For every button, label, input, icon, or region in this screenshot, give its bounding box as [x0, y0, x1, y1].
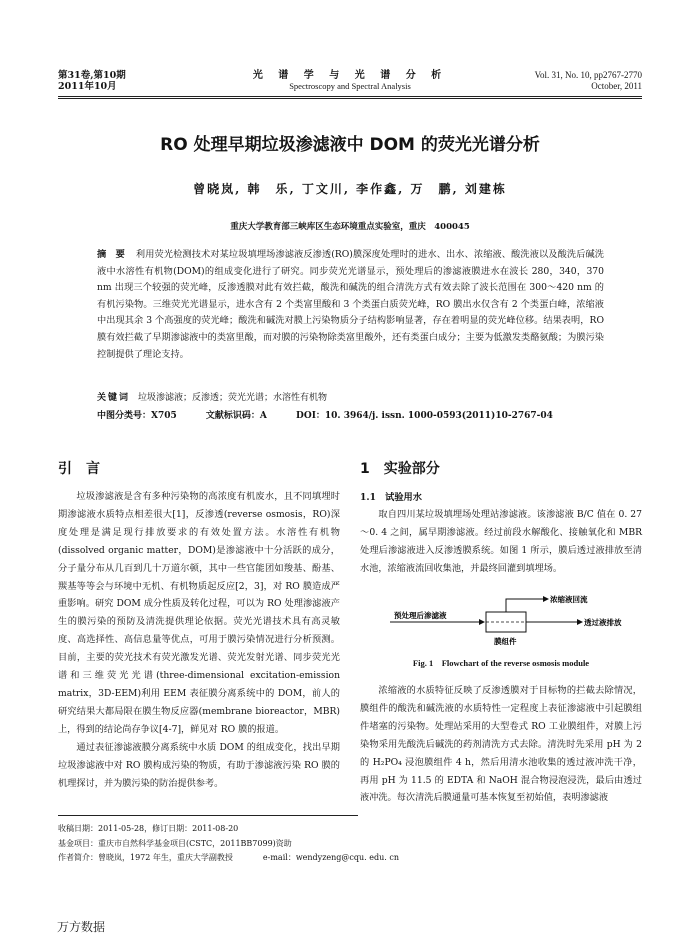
- doi: DOI：10. 3964/j. issn. 1000-0593(2011)10-2767-04: [296, 411, 553, 421]
- keywords: [97, 392, 604, 405]
- paper-title: RO 处理早期垃圾渗滤液中 DOM 的荧光光谱分析: [160, 135, 540, 155]
- figure1-caption: Fig. 1 Flowchart of the reverse osmosis module: [412, 658, 590, 668]
- header-rule-top: [58, 96, 642, 97]
- abstract-text: 利用荧光检测技术对某垃圾填埋场渗滤液反渗透(RO)膜深度处理时的进水、出水、浓缩液、酸洗液以及酸洗后碱洗液中水溶性有机物(DOM)的组成变化进行了研究。同步荧光光谱显示，预处理后的渗滤液膜进水在波长 280，340，370 nm 出现三个较强的荧光峰，反渗透膜对此有效拦截，酸洗和碱洗的组合清洗方式有效去除了波长范围在 300～420 nm 的有机污染物。三维荧光光谱显示，进水含有 2 个类富里酸和 3 个类蛋白质荧光峰，RO 膜出水仅含有 2 个类蛋白峰，浓缩液中出现其余 3 个高强度的荧光峰；酸洗和碱洗对膜上污染物质分子结构影响显著，存在着明显的荧光峰位移。结果表明，RO 膜有效拦截了早期渗滤液中的类富里酸，而对膜的污染物除类富里酸外，还有类蛋白成分；主要为低激发类酪氨酸；为膜污染控制提供了理论支持。: [97, 249, 604, 360]
- label-permeate: 透过液排放: [584, 618, 622, 627]
- classification-line: [97, 410, 604, 423]
- running-header: [58, 70, 642, 96]
- journal-title-en: Spectroscopy and Spectral Analysis: [289, 81, 411, 91]
- received-date: 收稿日期：2011-05-28，修订日期：2011-08-20: [58, 824, 239, 833]
- author-bio: 作者简介：曾晓岚，1972 年生，重庆大学副教授: [58, 853, 233, 862]
- watermark: 万方数据: [57, 920, 106, 934]
- volume-cn: 第31卷,第10期: [58, 70, 126, 81]
- footnote: [58, 822, 438, 866]
- fund-info: 基金项目：重庆市自然科学基金项目(CSTC，2011BB7099)资助: [58, 838, 292, 848]
- section1-para2: [360, 682, 642, 807]
- section1-paragraph: 浓缩液的水质特征反映了反渗透膜对于目标物的拦截去除情况，膜组件的酸洗和碱洗液的水质特性一定程度上表征渗滤液中引起膜组件堵塞的污染物。处理站采用的大型卷式 RO 工业膜组件，对膜上污染物采用先酸洗后碱洗的药剂清洗方式去除。清洗时先采用 pH 为 2 的 H₂PO₄ 浸泡膜组件 4 h，然后用清水池收集的透过液冲洗干净，再用 pH 为 11.5 的 EDTA 和 NaOH 混合物浸泡浸洗，最后由透过液冲洗。每次清洗后膜通量可基本恢复至初始值，表明渗滤液: [360, 685, 642, 804]
- section1-heading: 1 实验部分: [360, 461, 440, 477]
- affiliation: 重庆大学教育部三峡库区生态环境重点实验室，重庆 400045: [230, 222, 470, 232]
- document-code: 文献标识码：A: [205, 411, 267, 421]
- intro-paragraph: 通过表征渗滤液膜分离系统中水质 DOM 的组成变化，找出早期垃圾渗滤液中对 RO 膜构成污染的物质，有助于渗滤液污染 RO 膜的机理探讨，并为膜污染的防治提供参考。: [58, 741, 340, 789]
- section1-para1: [360, 506, 642, 578]
- keywords-text: 垃圾渗滤液；反渗透；荧光光谱；水溶性有机物: [138, 393, 328, 403]
- section1-1-heading: 1.1 试验用水: [360, 492, 422, 503]
- label-module: 膜组件: [494, 637, 517, 646]
- volume-en: Vol. 31, No. 10, pp2767-2770: [534, 70, 642, 80]
- author-bio-line: [58, 851, 438, 866]
- figure1-flowchart: [370, 590, 632, 658]
- section1-paragraph: 取自四川某垃圾填埋场处理站渗滤液。该渗滤液 B/C 值在 0. 27～0. 4 之间，属早期渗滤液。经过前段水解酸化、接触氧化和 MBR 处理后渗滤液进入反渗透膜系统。如图 1 所示，膜后透过液排放至清水池，浓缩液流回收集池，并最终回灌到填埋场。: [360, 509, 642, 574]
- label-inlet: 预处理后渗滤液: [394, 611, 447, 620]
- label-concentrate: 浓缩液回流: [550, 595, 588, 604]
- intro-paragraph: 垃圾渗滤液是含有多种污染物的高浓度有机废水，且不同填埋时期渗滤液水质特点相差很大[1]，反渗透(reverse osmosis，RO)深度处理是满足现行排放要求的有效处置方法。水溶性有机物(dissolved organic matter，DOM)是渗滤液中十分活跃的成分，分子量分布从几百到几十万道尔顿，其中一些官能团如羧基、酚基、羰基等等会与环境中无机、有机物质起反应[2，3]，对 RO 膜造成严重影响。研究 DOM 成分性质及转化过程，可以为 RO 处理渗滤液产生的膜污染的预防及清洗提供理论依据。荧光光谱技术具有高灵敏度、高选择性、高信息量等优点，可用于膜污染情况进行分析预测。目前，主要的荧光技术有荧光激发光谱、荧光发射光谱、同步荧光光谱和三维荧光光谱(three-dimensional excitation-emission matrix，3D-EEM)利用 EEM 表征膜分离系统中的 DOM，前人的研究结果大都局限在膜生物反应器(membrane bioreactor，MBR)上，得到的结论尚存争议[4-7]，鲜见对 RO 膜的报道。: [58, 491, 340, 735]
- abstract-label: 摘 要: [97, 249, 128, 260]
- author-list: 曾晓岚, 韩 乐, 丁文川, 李作鑫, 万 鹏, 刘建栋: [193, 182, 507, 196]
- date-cn: 2011年10月: [58, 81, 117, 92]
- keywords-label: 关键词: [97, 393, 131, 403]
- concentrate-arrow: [506, 599, 548, 612]
- clc-number: 中图分类号：X705: [97, 411, 177, 421]
- date-en: October, 2011: [591, 81, 642, 91]
- intro-heading: 引 言: [58, 461, 100, 477]
- author-email: e-mail：wendyzeng@cqu. edu. cn: [262, 853, 399, 862]
- abstract: [97, 247, 604, 363]
- journal-title-cn: 光 谱 学 与 光 谱 分 析: [252, 70, 448, 81]
- intro-body: [58, 488, 340, 792]
- footnote-rule: [58, 815, 358, 816]
- header-rule-bottom: [58, 98, 642, 99]
- header-right: [535, 70, 642, 92]
